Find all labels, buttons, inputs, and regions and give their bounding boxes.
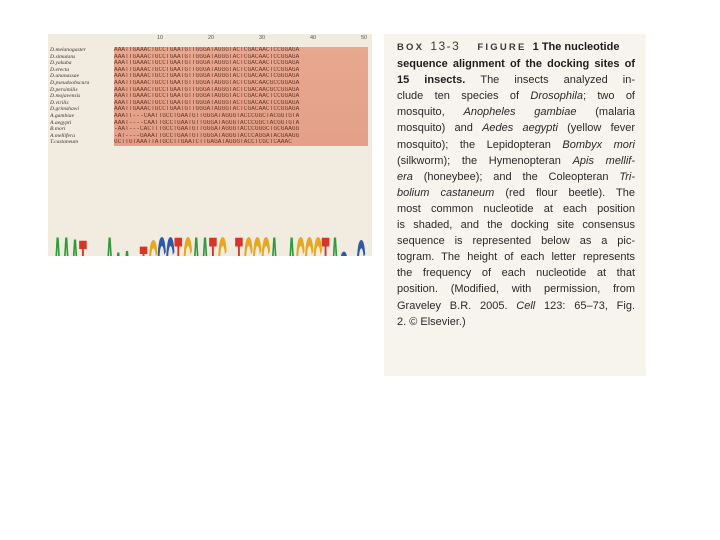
logo-letter: G [313, 226, 323, 296]
species-name: A.mellifera [50, 132, 76, 139]
logo-letter: A [70, 226, 80, 296]
position-ruler [48, 34, 372, 46]
caption-line: the frequency of each nucleotide at that [397, 267, 635, 280]
logo-letter: G [252, 226, 263, 296]
logo-letter: A [53, 226, 63, 296]
sequence-logo-pictogram: A A A T T GA A A C T GC C T GA A T GT T GGGA T A GGGT A C T C [52, 226, 368, 256]
species-name: D.yakuba [50, 60, 72, 67]
box-number: 13-3 [430, 39, 461, 53]
species-name: A.gambiae [50, 112, 75, 119]
caption-line: togram. The height of each letter represents [397, 251, 635, 264]
ruler-tick-label: 40 [310, 35, 317, 41]
species-name: D.mojavensis [50, 93, 81, 100]
logo-letter: A [330, 226, 340, 296]
logo-letter: G [261, 226, 271, 296]
caption-line: era (honeybee); and the Coleopteran Tri- [397, 170, 635, 183]
box-label: BOX [397, 42, 425, 53]
figure-caption [384, 34, 646, 376]
caption-line: 15 insects. The insects analyzed in- [397, 74, 635, 87]
caption-line: (silkworm); the Hymenopteran Apis mellif- [397, 154, 635, 167]
aligned-sequence: -AAT---CACTTTGCCTGAATGTTGGGATAGGGTACCCGGGCTGCGAAGG [114, 126, 300, 133]
logo-letter: T [174, 226, 183, 296]
logo-letter: A [113, 239, 123, 296]
caption-line: Graveley B.R. 2005. Cell 123: 65–73, Fig. [397, 299, 635, 312]
logo-letter: G [183, 226, 193, 296]
aligned-sequence: AAATT---CAATTGCCTGAATGTTGGGATAGGGTACCCGGCTACGGTGTA [114, 112, 300, 119]
caption-line: mosquito) and Aedes aegypti (yellow fever [397, 122, 636, 135]
ruler-tick-label: 30 [259, 35, 266, 41]
species-name: D.ananassae [50, 73, 80, 80]
caption-line: position. (Modified, with permission, from [397, 283, 635, 296]
consensus-sequence-logo [48, 152, 372, 296]
species-name: D.persimilis [50, 86, 78, 93]
caption-line: clude ten species of Drosophila; two of [397, 90, 635, 103]
caption-body [397, 56, 635, 330]
logo-letter: C [157, 226, 167, 296]
logo-letter: T [321, 226, 330, 296]
aligned-sequence: AAAT----CAATTGCCTGAATGTTGGGATAGGGTACCCGGCTACGGTGTA [114, 119, 300, 126]
aligned-sequence: AAATTGAAACTGCCTGAATGTTGGGATAGGGTACTCGACAACGCCGGAGA [114, 86, 300, 93]
aligned-sequence: AAATTGAAACTGCCTGAATGTTGGGATAGGGTACTCGACAACTCCGGAGA [114, 99, 300, 106]
logo-letter: G [295, 226, 306, 296]
species-name: D.pseudoobscura [50, 79, 90, 86]
logo-letter: T [209, 226, 217, 296]
species-name: D.erecta [50, 66, 70, 73]
logo-letter: C [356, 226, 366, 296]
logo-letter: A [191, 226, 201, 296]
species-name: D.virilis [50, 99, 69, 106]
logo-letter: T [226, 246, 235, 296]
caption-line: sequence is represented below as a pic- [397, 235, 635, 248]
figure-title-part: The nucleotide [541, 41, 620, 53]
caption-header [397, 38, 635, 56]
logo-letter: G [304, 226, 315, 296]
figure-number: 1 [532, 41, 539, 53]
logo-letter: T [87, 252, 96, 296]
caption-line: bolium castaneum (red flour beetle). The [397, 186, 635, 199]
species-name-column [50, 47, 114, 146]
aligned-sequence: -AT----GAAATTGCCTGAATGTTGGGATAGGGTACCCAGGATACGAAGG [114, 132, 300, 139]
caption-text [397, 38, 635, 330]
logo-letter: G [148, 226, 159, 296]
caption-line: 2. © Elsevier.) [397, 315, 466, 328]
logo-letter: A [269, 226, 279, 296]
aligned-sequence: AAATTGAAACTGCCTGAATGTTGGGATAGGGTACTCGACAACTCGGGAGA [114, 73, 300, 80]
caption-line: mosquito, Anopheles gambiae (malaria [397, 106, 635, 119]
ruler-tick-label: 20 [208, 35, 215, 41]
logo-letter: C [165, 226, 175, 296]
ruler-tick-label: 50 [361, 35, 368, 41]
logo-letter: T [235, 226, 243, 296]
aligned-sequence: AAATTGAAACTGCCTGAATGTTGGGATAGGGTACTCGACAACTCCGGAGA [114, 47, 300, 53]
caption-line: mosquito); the Lepidopteran Bombyx mori [397, 138, 635, 151]
aligned-sequence: GCTTGTAAATTATGCCTTGAATCTTGAGATAGGGTACCTCGCTCAAAC [114, 139, 292, 146]
logo-letter: T [79, 226, 87, 296]
ruler-tick-label: 10 [157, 35, 164, 41]
logo-letter: A [105, 226, 115, 296]
species-name: B.mori [50, 126, 66, 133]
aligned-sequence: AAATTGAAACTGCCTGAATGTTGGGATAGGGTACTCGACAACTCCGGAGA [114, 60, 300, 67]
logo-letter: A [61, 226, 71, 296]
caption-line: most common nucleotide at each position [397, 202, 635, 215]
aligned-sequence: AAATTGAAACTGCCTGAATGTTGGGATAGGGTACTCGACAACTCCGGAGA [114, 53, 300, 60]
aligned-sequence: AAATTGAAACTGCCTGAATGTTGGGATAGGGTACTCGACAACGCCGGAGA [114, 79, 300, 86]
species-name: D.grimshawi [50, 106, 80, 113]
logo-letter: G [96, 246, 107, 296]
logo-letter: G [217, 226, 228, 296]
logo-letter: T [139, 233, 148, 296]
alignment-block [114, 47, 368, 146]
figure-title-part: sequence alignment of the docking sites of [397, 58, 635, 71]
figure-label: FIGURE [477, 42, 527, 53]
logo-letter: A [287, 226, 297, 296]
caption-line: is shaded, and the docking site consensus [397, 219, 635, 232]
species-name: D.melanogaster [50, 47, 86, 53]
logo-letter: A [122, 239, 132, 296]
logo-letter: G [243, 226, 254, 296]
aligned-sequence: AAATTGAAACTGCCTGAATGTTGGGATAGGGTACTCGACAACTCCGGAGA [114, 106, 300, 113]
species-name: T.castaneum [50, 139, 79, 146]
sequence-alignment-figure [48, 34, 372, 296]
species-name: A.aegypti [50, 119, 72, 126]
logo-letter: C [339, 239, 349, 296]
aligned-sequence: AAATTGAAACTGCCTGAATGTTGGGATAGGGTACTCGACAACTCCGGAGA [114, 93, 300, 100]
aligned-sequence: AAATTGAAACTGCCTGAATGTTGGGATAGGGTACTCGACAACTCCGGAGA [114, 66, 300, 73]
species-name: D.simulans [50, 53, 76, 60]
logo-letter: A [200, 226, 210, 296]
